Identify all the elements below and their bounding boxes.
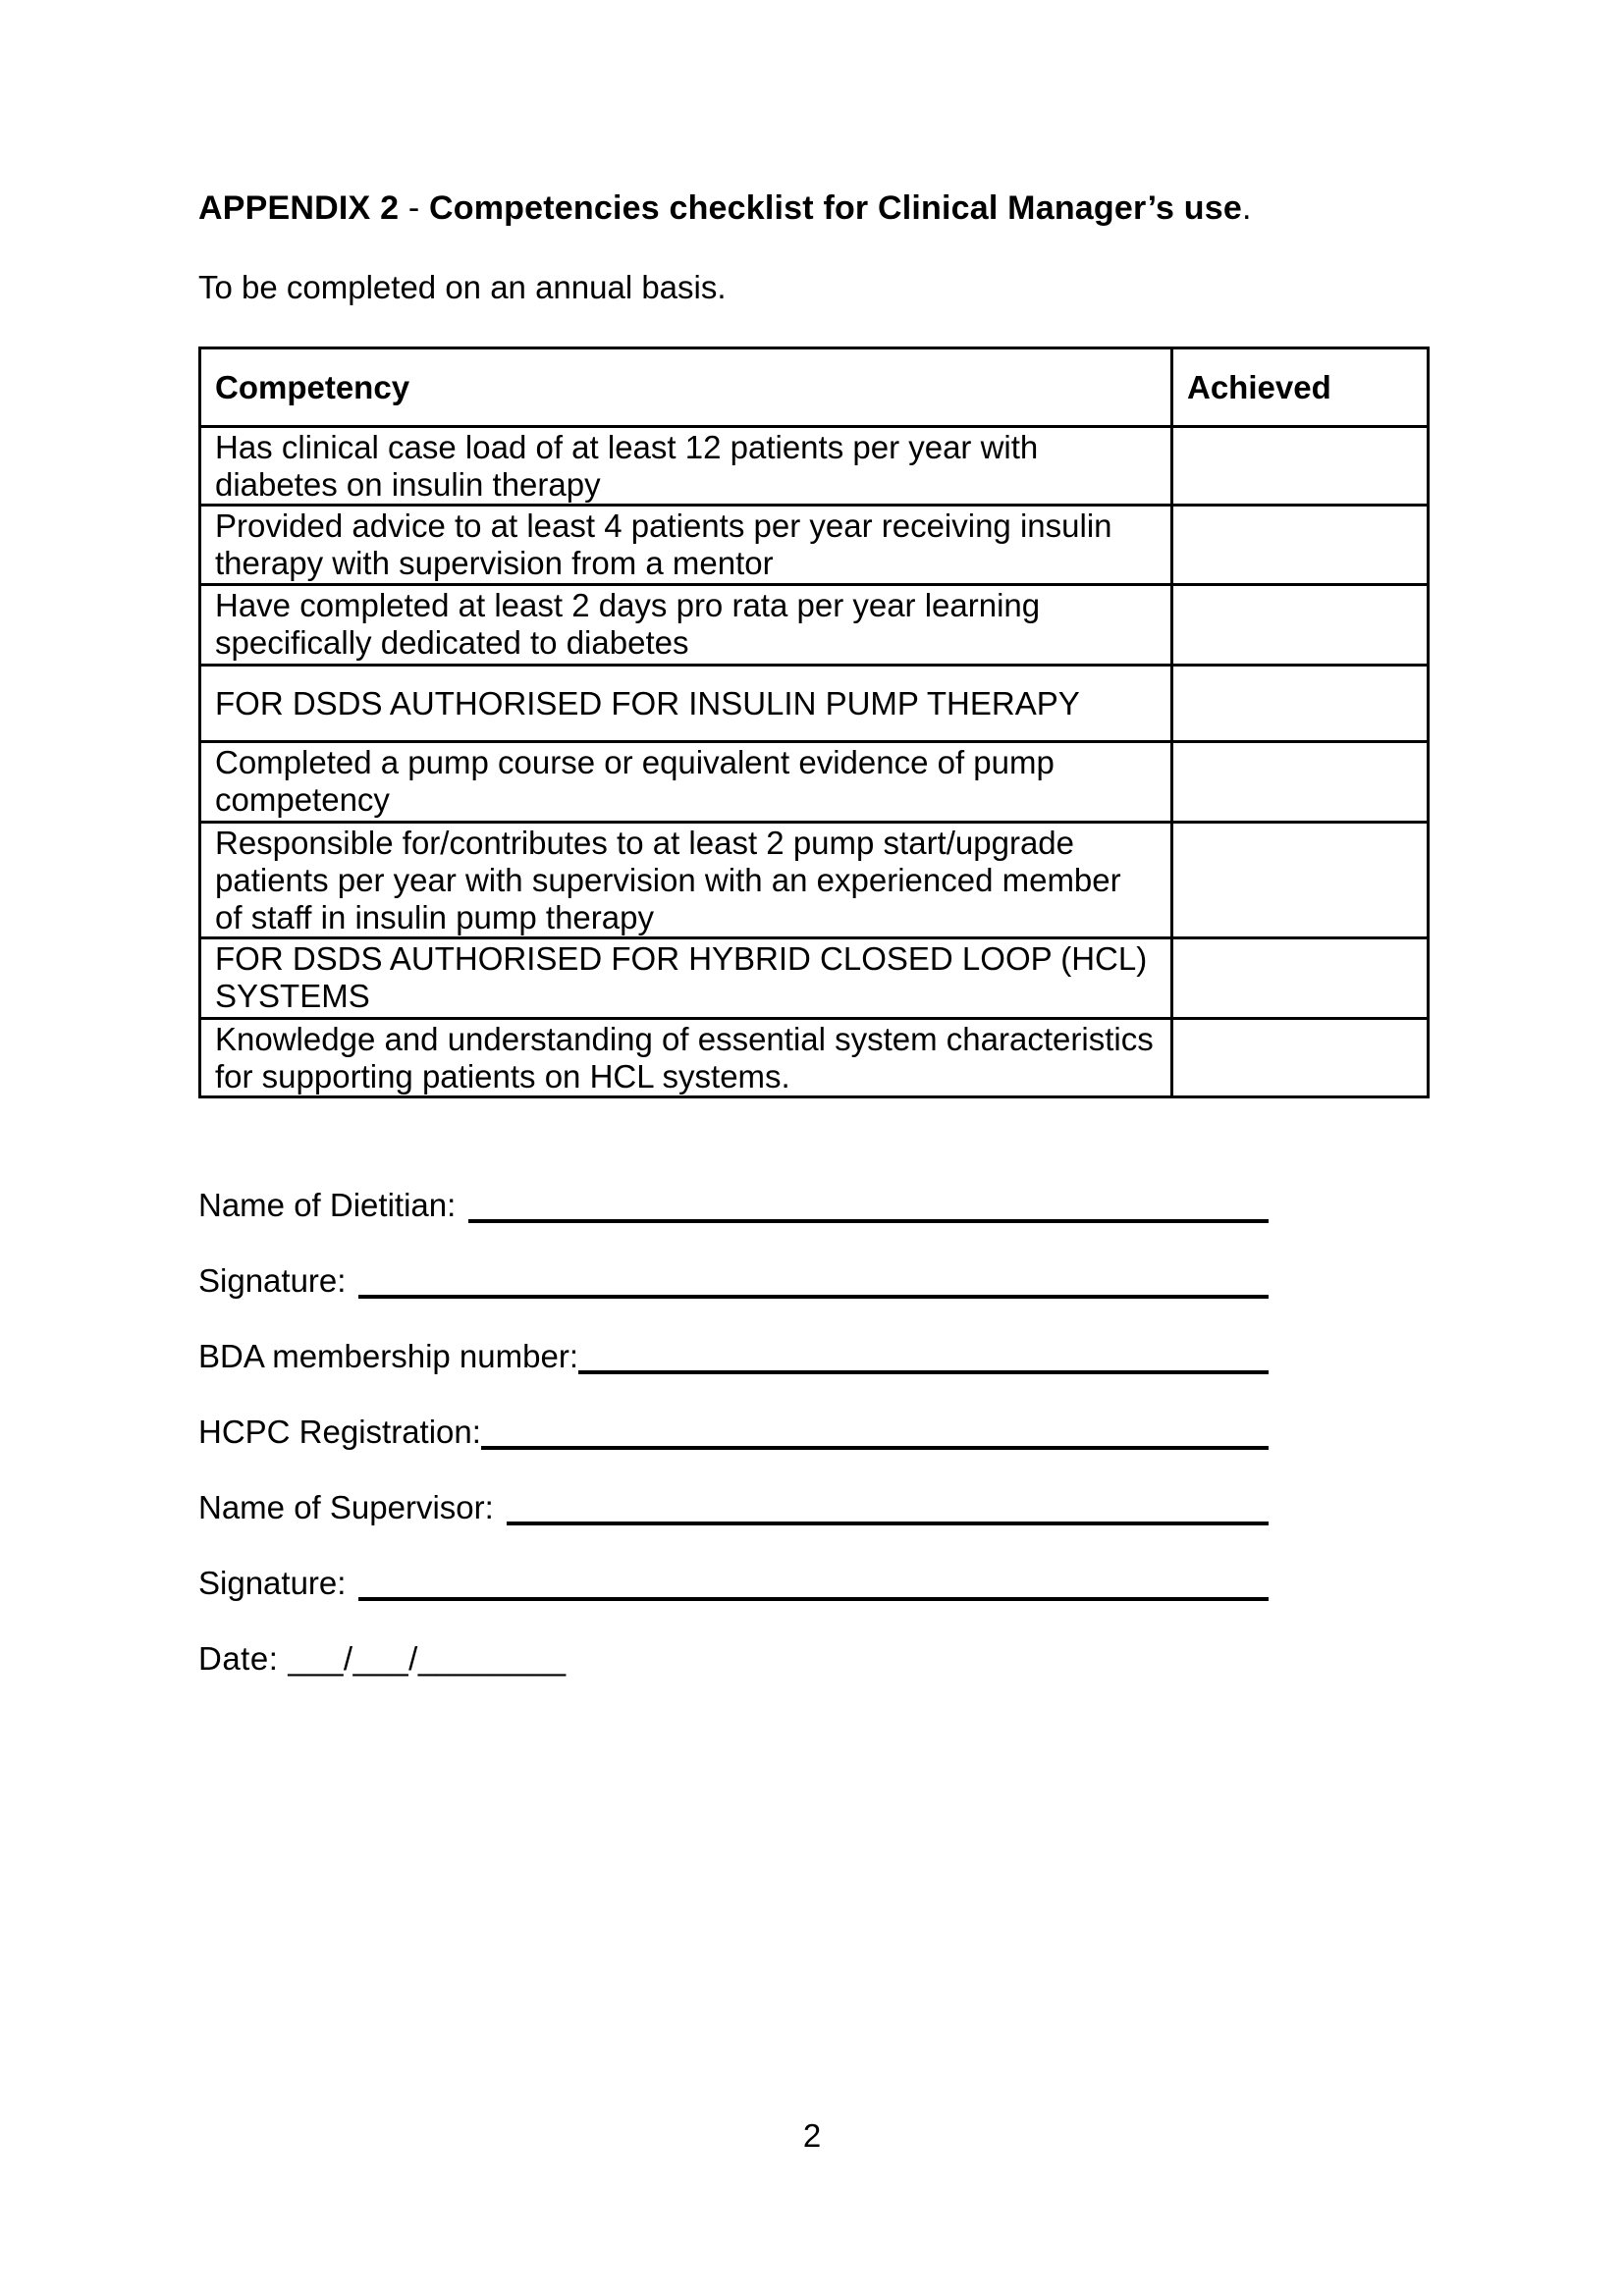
competency-cell: Have completed at least 2 days pro rata per year learning specifically dedicated to diabetes (200, 585, 1172, 666)
title-separator: - (399, 189, 430, 227)
dietitian-signature-line[interactable] (358, 1261, 1269, 1299)
bda-number-line[interactable] (578, 1337, 1269, 1374)
field-row-supervisor-signature (198, 1564, 1269, 1603)
field-row-supervisor-name (198, 1488, 1269, 1527)
competency-cell: Provided advice to at least 4 patients per year receiving insulin therapy with supervision from a mentor (200, 506, 1172, 585)
achieved-cell[interactable] (1172, 938, 1429, 1019)
field-row-hcpc-registration (198, 1413, 1269, 1452)
table-row (200, 427, 1429, 506)
supervisor-signature-line[interactable] (358, 1564, 1269, 1601)
bda-number-label: BDA membership number: (198, 1338, 578, 1374)
table-section-row (200, 938, 1429, 1019)
achieved-cell[interactable] (1172, 506, 1429, 585)
section-header-cell: FOR DSDS AUTHORISED FOR INSULIN PUMP THERAPY (200, 666, 1172, 742)
supervisor-name-line[interactable] (507, 1488, 1269, 1525)
title-period: . (1242, 189, 1252, 227)
achieved-cell[interactable] (1172, 1019, 1429, 1097)
document-title (198, 188, 1427, 229)
achieved-cell[interactable] (1172, 742, 1429, 823)
table-row (200, 1019, 1429, 1097)
achieved-cell[interactable] (1172, 666, 1429, 742)
competency-cell: Knowledge and understanding of essential system characteristics for supporting patients on HCL systems. (200, 1019, 1172, 1097)
table-row (200, 585, 1429, 666)
table-row (200, 823, 1429, 938)
achieved-cell[interactable] (1172, 823, 1429, 938)
table-row (200, 742, 1429, 823)
page-content (198, 0, 1427, 1715)
competency-cell: Completed a pump course or equivalent evidence of pump competency (200, 742, 1172, 823)
competency-header-cell: Competency (200, 348, 1172, 427)
achieved-header-cell: Achieved (1172, 348, 1429, 427)
date-label: Date: (198, 1640, 279, 1677)
table-header-row (200, 348, 1429, 427)
supervisor-name-label: Name of Supervisor: (198, 1489, 494, 1525)
competency-cell: Responsible for/contributes to at least 2 pump start/upgrade patients per year with supervision with an experienced member of staff in insulin pump therapy (200, 823, 1172, 938)
page-number: 2 (802, 2117, 822, 2154)
title-text: Competencies checklist for Clinical Manager’s use (429, 189, 1242, 227)
field-row-dietitian-signature (198, 1261, 1269, 1301)
field-row-bda-number (198, 1337, 1269, 1376)
field-row-dietitian-name (198, 1186, 1269, 1225)
date-fill-line[interactable]: ___/___/________ (288, 1640, 567, 1677)
hcpc-registration-line[interactable] (481, 1413, 1269, 1450)
dietitian-name-label: Name of Dietitian: (198, 1187, 457, 1223)
table-row (200, 506, 1429, 585)
hcpc-registration-label: HCPC Registration: (198, 1414, 481, 1450)
intro-text: To be completed on an annual basis. (198, 269, 727, 305)
supervisor-signature-label: Signature: (198, 1565, 347, 1601)
field-row-date (198, 1639, 1269, 1679)
dietitian-name-line[interactable] (468, 1186, 1269, 1223)
table-section-row (200, 666, 1429, 742)
dietitian-signature-label: Signature: (198, 1262, 347, 1299)
achieved-cell[interactable] (1172, 427, 1429, 506)
competencies-table (198, 347, 1430, 1098)
signature-form (198, 1186, 1269, 1679)
title-appendix: APPENDIX 2 (198, 189, 400, 227)
competency-cell: Has clinical case load of at least 12 patients per year with diabetes on insulin therapy (200, 427, 1172, 506)
section-header-cell: FOR DSDS AUTHORISED FOR HYBRID CLOSED LOOP (HCL) SYSTEMS (200, 938, 1172, 1019)
achieved-cell[interactable] (1172, 585, 1429, 666)
